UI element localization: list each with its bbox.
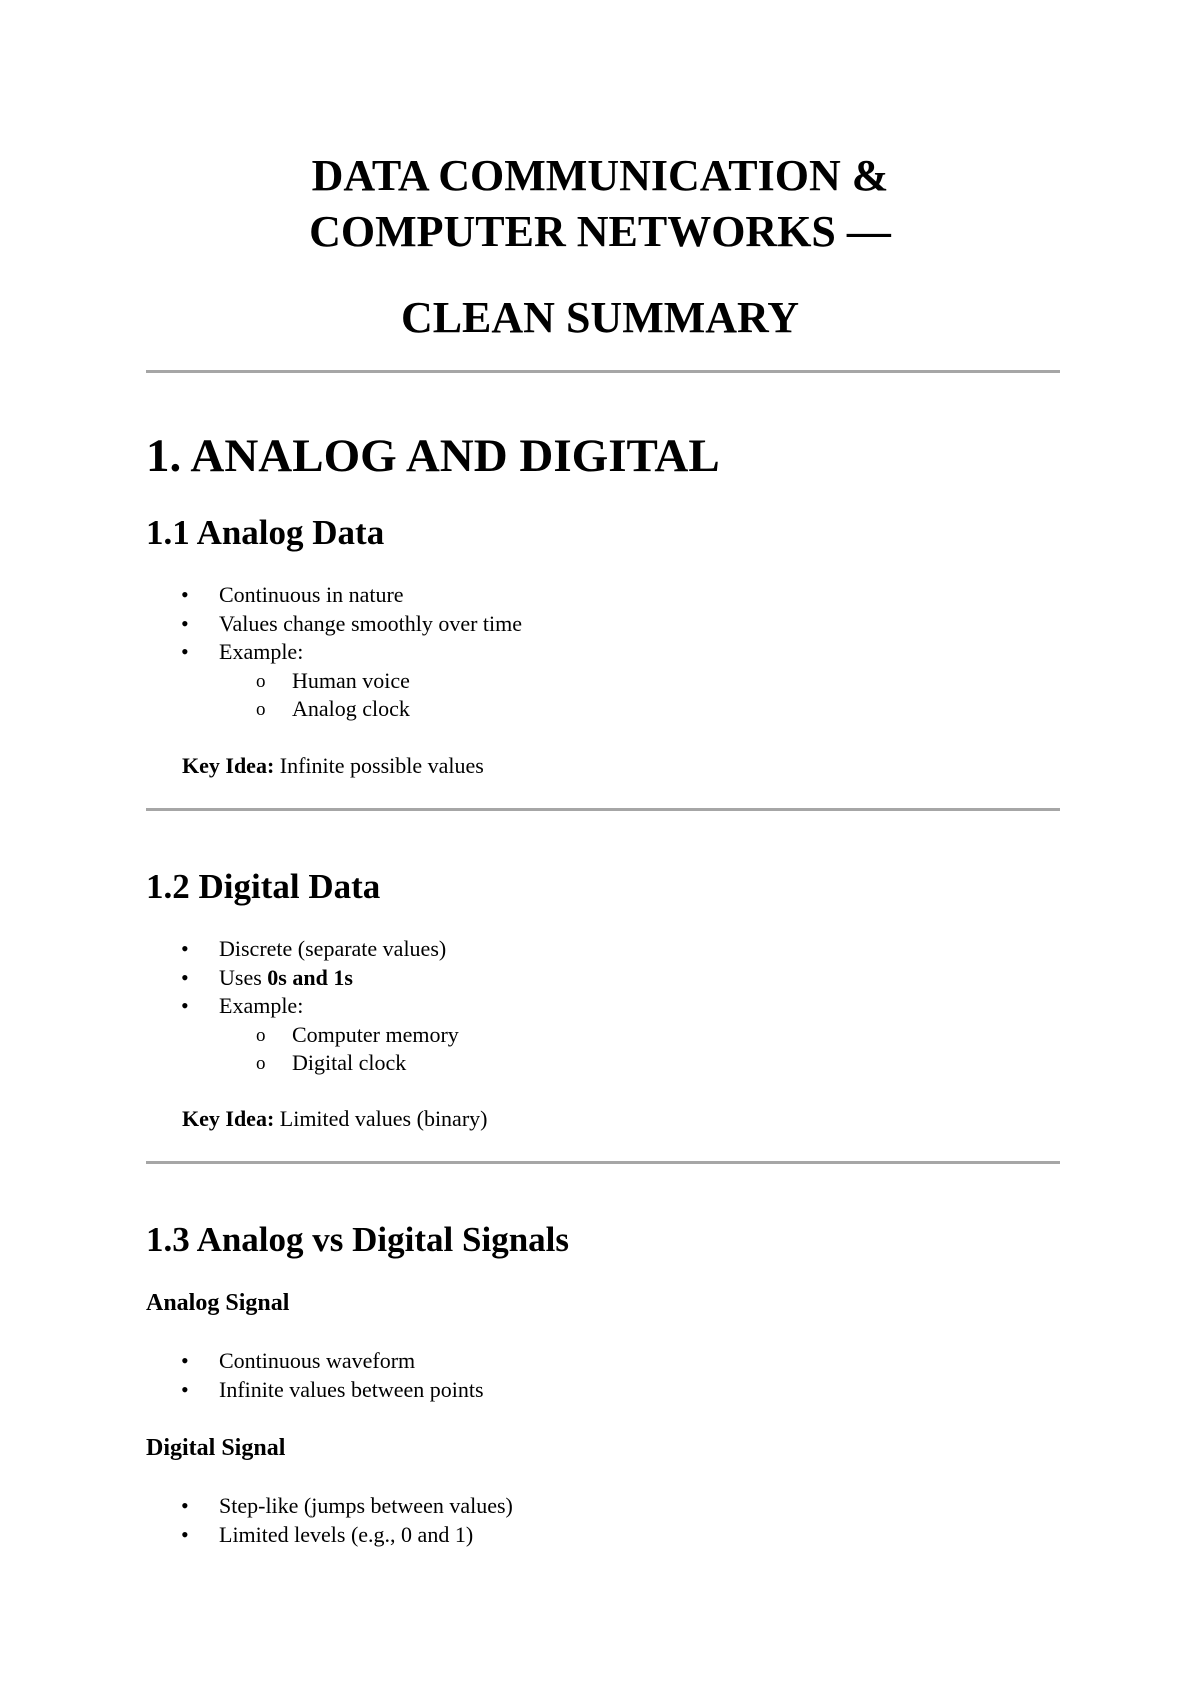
list-item: • Values change smoothly over time (146, 610, 522, 639)
key-idea-label: Key Idea: (182, 753, 275, 778)
sub-list-item: o Analog clock (146, 695, 522, 724)
divider (146, 370, 1060, 373)
list-item: • Step-like (jumps between values) (146, 1492, 513, 1521)
document-title (0, 148, 1200, 260)
list-item: • Example: (146, 992, 459, 1021)
list-item: • Continuous in nature (146, 581, 522, 610)
key-idea-label: Key Idea: (182, 1106, 275, 1131)
sub-list-item: o Computer memory (146, 1021, 459, 1050)
subsection-heading-analog-data: 1.1 Analog Data (146, 513, 385, 552)
key-idea-analog (182, 752, 484, 780)
document-subtitle: CLEAN SUMMARY (400, 293, 800, 342)
key-idea-digital (182, 1105, 487, 1133)
analog-data-list (146, 581, 522, 724)
subsection-heading-signals: 1.3 Analog vs Digital Signals (146, 1220, 570, 1259)
key-idea-text: Infinite possible values (274, 753, 484, 778)
list-item: • Continuous waveform (146, 1347, 484, 1376)
sub-list-item: o Human voice (146, 667, 522, 696)
divider (146, 808, 1060, 811)
digital-signal-heading: Digital Signal (146, 1435, 286, 1461)
list-item (146, 964, 459, 993)
sub-list-item: o Digital clock (146, 1049, 459, 1078)
list-item: • Infinite values between points (146, 1376, 484, 1405)
list-item: • Example: (146, 638, 522, 667)
title-line-2: COMPUTER NETWORKS — (309, 207, 891, 256)
digital-data-list (146, 935, 459, 1078)
list-item-text: Uses (219, 964, 268, 990)
list-item: • Discrete (separate values) (146, 935, 459, 964)
list-item: • Limited levels (e.g., 0 and 1) (146, 1521, 513, 1550)
section-heading: 1. ANALOG AND DIGITAL (146, 430, 720, 482)
list-item-bold-text: 0s and 1s (267, 964, 353, 990)
analog-signal-list (146, 1347, 484, 1404)
digital-signal-list (146, 1492, 513, 1549)
divider (146, 1161, 1060, 1164)
subsection-heading-digital-data: 1.2 Digital Data (146, 867, 381, 906)
title-line-1: DATA COMMUNICATION & (311, 151, 889, 200)
key-idea-text: Limited values (binary) (274, 1106, 488, 1131)
analog-signal-heading: Analog Signal (146, 1290, 290, 1316)
